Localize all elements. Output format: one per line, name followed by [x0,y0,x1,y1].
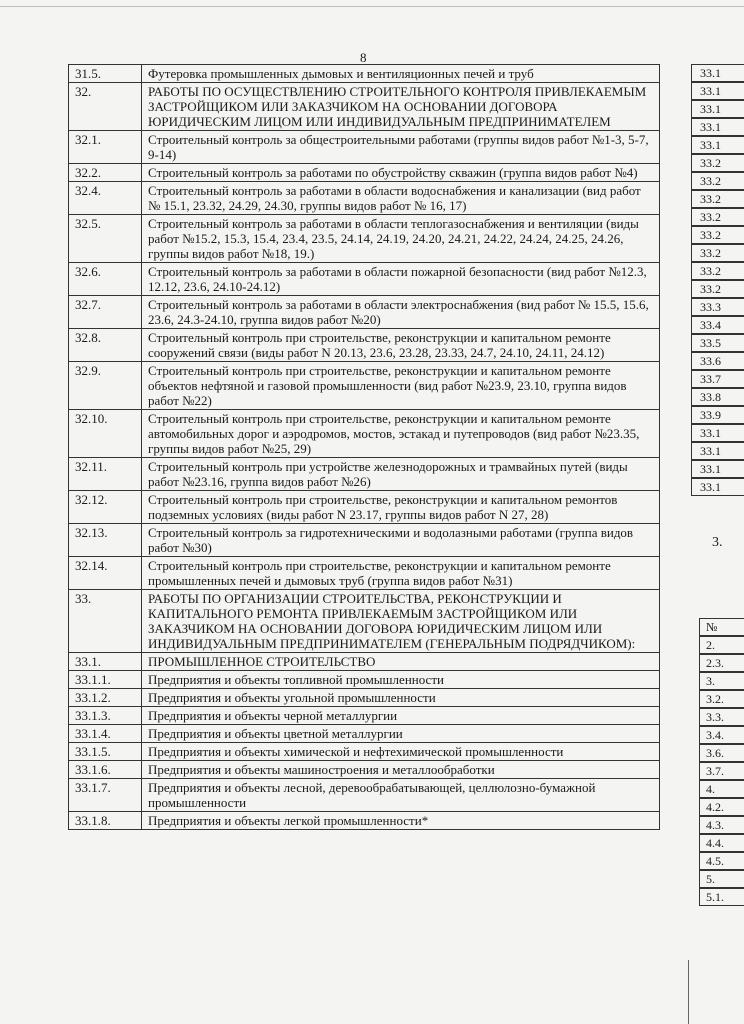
adjacent-page-cell: 33.2 [691,190,744,208]
adjacent-page-cell: 2. [699,636,744,654]
row-description: Строительный контроль за общестроительными работами (группы видов работ №1-3, 5-7, 9-14) [142,131,660,164]
adjacent-page-cell: 33.1 [691,82,744,100]
row-number: 32.10. [69,410,142,458]
adjacent-page-cell: 33.2 [691,172,744,190]
row-number: 32.2. [69,164,142,182]
adjacent-page-cell: 33.6 [691,352,744,370]
row-description: Предприятия и объекты цветной металлургии [142,725,660,743]
adjacent-page-cell: 33.9 [691,406,744,424]
row-number: 33.1.7. [69,779,142,812]
row-number: 32.7. [69,296,142,329]
row-number: 32.9. [69,362,142,410]
row-number: 33.1.8. [69,812,142,830]
adjacent-page-cell: 5. [699,870,744,888]
row-number: 31.5. [69,65,142,83]
row-number: 33.1.2. [69,689,142,707]
row-description: Строительный контроль при строительстве, реконструкции и капитальном ремонтов подземных условиях (виды работ N 23.17, группы видов работ N 27, 28) [142,491,660,524]
table-row [69,182,660,215]
table-row [69,707,660,725]
page-number: 8 [360,50,367,65]
row-number: 32.13. [69,524,142,557]
row-number: 33.1.3. [69,707,142,725]
adjacent-page-column-bottom [699,618,744,906]
row-description: Предприятия и объекты легкой промышленности* [142,812,660,830]
adjacent-page-cell: 33.2 [691,208,744,226]
row-description: ПРОМЫШЛЕННОЕ СТРОИТЕЛЬСТВО [142,653,660,671]
row-number: 33.1. [69,653,142,671]
table-row [69,263,660,296]
row-description: Строительный контроль при устройстве железнодорожных и трамвайных путей (виды работ №23.16, группа видов работ №26) [142,458,660,491]
adjacent-page-cell: 5.1. [699,888,744,906]
row-description: РАБОТЫ ПО ОСУЩЕСТВЛЕНИЮ СТРОИТЕЛЬНОГО КОНТРОЛЯ ПРИВЛЕКАЕМЫМ ЗАСТРОЙЩИКОМ ИЛИ ЗАКАЗЧИКОМ НА ОСНОВАНИИ ДОГОВОРА ЮРИДИЧЕСКИМ ЛИЦОМ ИЛИ ИНДИВИДУАЛЬНЫМ ПРЕДПРИНИМАТЕЛЕМ [142,83,660,131]
row-description: Предприятия и объекты черной металлургии [142,707,660,725]
row-number: 33. [69,590,142,653]
adjacent-page-cell: 3. [699,672,744,690]
adjacent-page-cell: 3.3. [699,708,744,726]
row-description: Строительный контроль за работами в области пожарной безопасности (вид работ №12.3, 12.12, 23.6, 24.10-24.12) [142,263,660,296]
row-description: Строительный контроль при строительстве, реконструкции и капитальном ремонте сооружений связи (виды работ N 20.13, 23.6, 23.28, 23.33, 24.7, 24.10, 24.11, 24.12) [142,329,660,362]
table-row [69,83,660,131]
adjacent-page-cell: № [699,618,744,636]
table-row [69,410,660,458]
adjacent-page-cell: 33.1 [691,460,744,478]
table-row [69,812,660,830]
row-number: 32.5. [69,215,142,263]
row-number: 32.11. [69,458,142,491]
table-row [69,779,660,812]
table-row [69,743,660,761]
adjacent-page-cell: 3.4. [699,726,744,744]
adjacent-page-cell: 3.2. [699,690,744,708]
table-row [69,491,660,524]
table-row [69,653,660,671]
adjacent-page-border [688,960,689,1024]
adjacent-page-cell: 4.3. [699,816,744,834]
adjacent-page-cell: 33.2 [691,226,744,244]
adjacent-page-cell: 33.3 [691,298,744,316]
row-description: Строительный контроль при строительстве, реконструкции и капитальном ремонте объектов нефтяной и газовой промышленности (вид работ №23.9, 23.10, группа видов работ №22) [142,362,660,410]
row-number: 32. [69,83,142,131]
row-number: 32.14. [69,557,142,590]
adjacent-page-cell: 33.2 [691,262,744,280]
adjacent-page-cell: 33.4 [691,316,744,334]
row-number: 32.6. [69,263,142,296]
works-table [68,64,660,830]
adjacent-page-cell: 33.2 [691,280,744,298]
adjacent-page-cell: 33.1 [691,478,744,496]
row-number: 32.12. [69,491,142,524]
row-description: Строительный контроль при строительстве, реконструкции и капитальном ремонте промышленных печей и дымовых труб (группа видов работ №31) [142,557,660,590]
row-number: 33.1.4. [69,725,142,743]
adjacent-page-cell: 4.4. [699,834,744,852]
table-row [69,725,660,743]
adjacent-page-cell: 4.2. [699,798,744,816]
adjacent-page-cell: 33.7 [691,370,744,388]
adjacent-page-cell: 4.5. [699,852,744,870]
row-number: 33.1.6. [69,761,142,779]
row-number: 32.4. [69,182,142,215]
table-row [69,131,660,164]
row-number: 32.1. [69,131,142,164]
adjacent-page-heading: 3. [712,535,723,550]
scan-top-edge [0,6,744,7]
row-description: Предприятия и объекты машиностроения и металлообработки [142,761,660,779]
adjacent-page-cell: 33.1 [691,424,744,442]
row-description: Предприятия и объекты топливной промышленности [142,671,660,689]
row-number: 33.1.1. [69,671,142,689]
table-row [69,215,660,263]
row-description: Строительный контроль при строительстве, реконструкции и капитальном ремонте автомобильных дорог и аэродромов, мостов, эстакад и путепроводов (вид работ №23.35, группы видов работ №25, 29) [142,410,660,458]
row-description: Предприятия и объекты химической и нефтехимической промышленности [142,743,660,761]
table-row [69,296,660,329]
row-number: 33.1.5. [69,743,142,761]
adjacent-page-cell: 33.2 [691,154,744,172]
row-description: Строительный контроль за работами в области водоснабжения и канализации (вид работ № 15.1, 23.32, 24.29, 24.30, группы видов работ № 16, 17) [142,182,660,215]
adjacent-page-cell: 33.1 [691,118,744,136]
row-description: Строительный контроль за работами в области теплогазоснабжения и вентиляции (виды работ №15.2, 15.3, 15.4, 23.4, 23.5, 24.14, 24.19, 24.20, 24.21, 24.22, 24.24, 24.25, 24.26, группы видов работ №18, 19.) [142,215,660,263]
adjacent-page-cell: 33.1 [691,100,744,118]
row-description: Предприятия и объекты угольной промышленности [142,689,660,707]
row-number: 32.8. [69,329,142,362]
table-row [69,671,660,689]
row-description: РАБОТЫ ПО ОРГАНИЗАЦИИ СТРОИТЕЛЬСТВА, РЕКОНСТРУКЦИИ И КАПИТАЛЬНОГО РЕМОНТА ПРИВЛЕКАЕМЫМ ЗАСТРОЙЩИКОМ ИЛИ ЗАКАЗЧИКОМ НА ОСНОВАНИИ ДОГОВОРА ЮРИДИЧЕСКИМ ЛИЦОМ ИЛИ ИНДИВИДУАЛЬНЫМ ПРЕДПРИНИМАТЕЛЕМ (ГЕНЕРАЛЬНЫМ ПОДРЯДЧИКОМ): [142,590,660,653]
adjacent-page-cell: 3.6. [699,744,744,762]
row-description: Строительный контроль за гидротехническими и водолазными работами (группа видов работ №30) [142,524,660,557]
adjacent-page-cell: 33.8 [691,388,744,406]
row-description: Предприятия и объекты лесной, деревообрабатывающей, целлюлозно-бумажной промышленности [142,779,660,812]
adjacent-page-column-top [691,64,744,496]
adjacent-page-cell: 33.2 [691,244,744,262]
adjacent-page-cell: 33.1 [691,136,744,154]
table-row [69,557,660,590]
adjacent-page-cell: 4. [699,780,744,798]
adjacent-page-cell: 3.7. [699,762,744,780]
table-row [69,590,660,653]
adjacent-page-cell: 2.3. [699,654,744,672]
table-row [69,689,660,707]
adjacent-page-cell: 33.1 [691,442,744,460]
row-description: Строительный контроль за работами в области электроснабжения (вид работ № 15.5, 15.6, 23.6, 24.3-24.10, группа видов работ №20) [142,296,660,329]
table-row [69,362,660,410]
table-row [69,524,660,557]
adjacent-page-cell: 33.1 [691,64,744,82]
row-description: Футеровка промышленных дымовых и вентиляционных печей и труб [142,65,660,83]
adjacent-page-cell: 33.5 [691,334,744,352]
table-row [69,458,660,491]
table-row [69,329,660,362]
table-row [69,65,660,83]
table-row [69,761,660,779]
row-description: Строительный контроль за работами по обустройству скважин (группа видов работ №4) [142,164,660,182]
table-row [69,164,660,182]
